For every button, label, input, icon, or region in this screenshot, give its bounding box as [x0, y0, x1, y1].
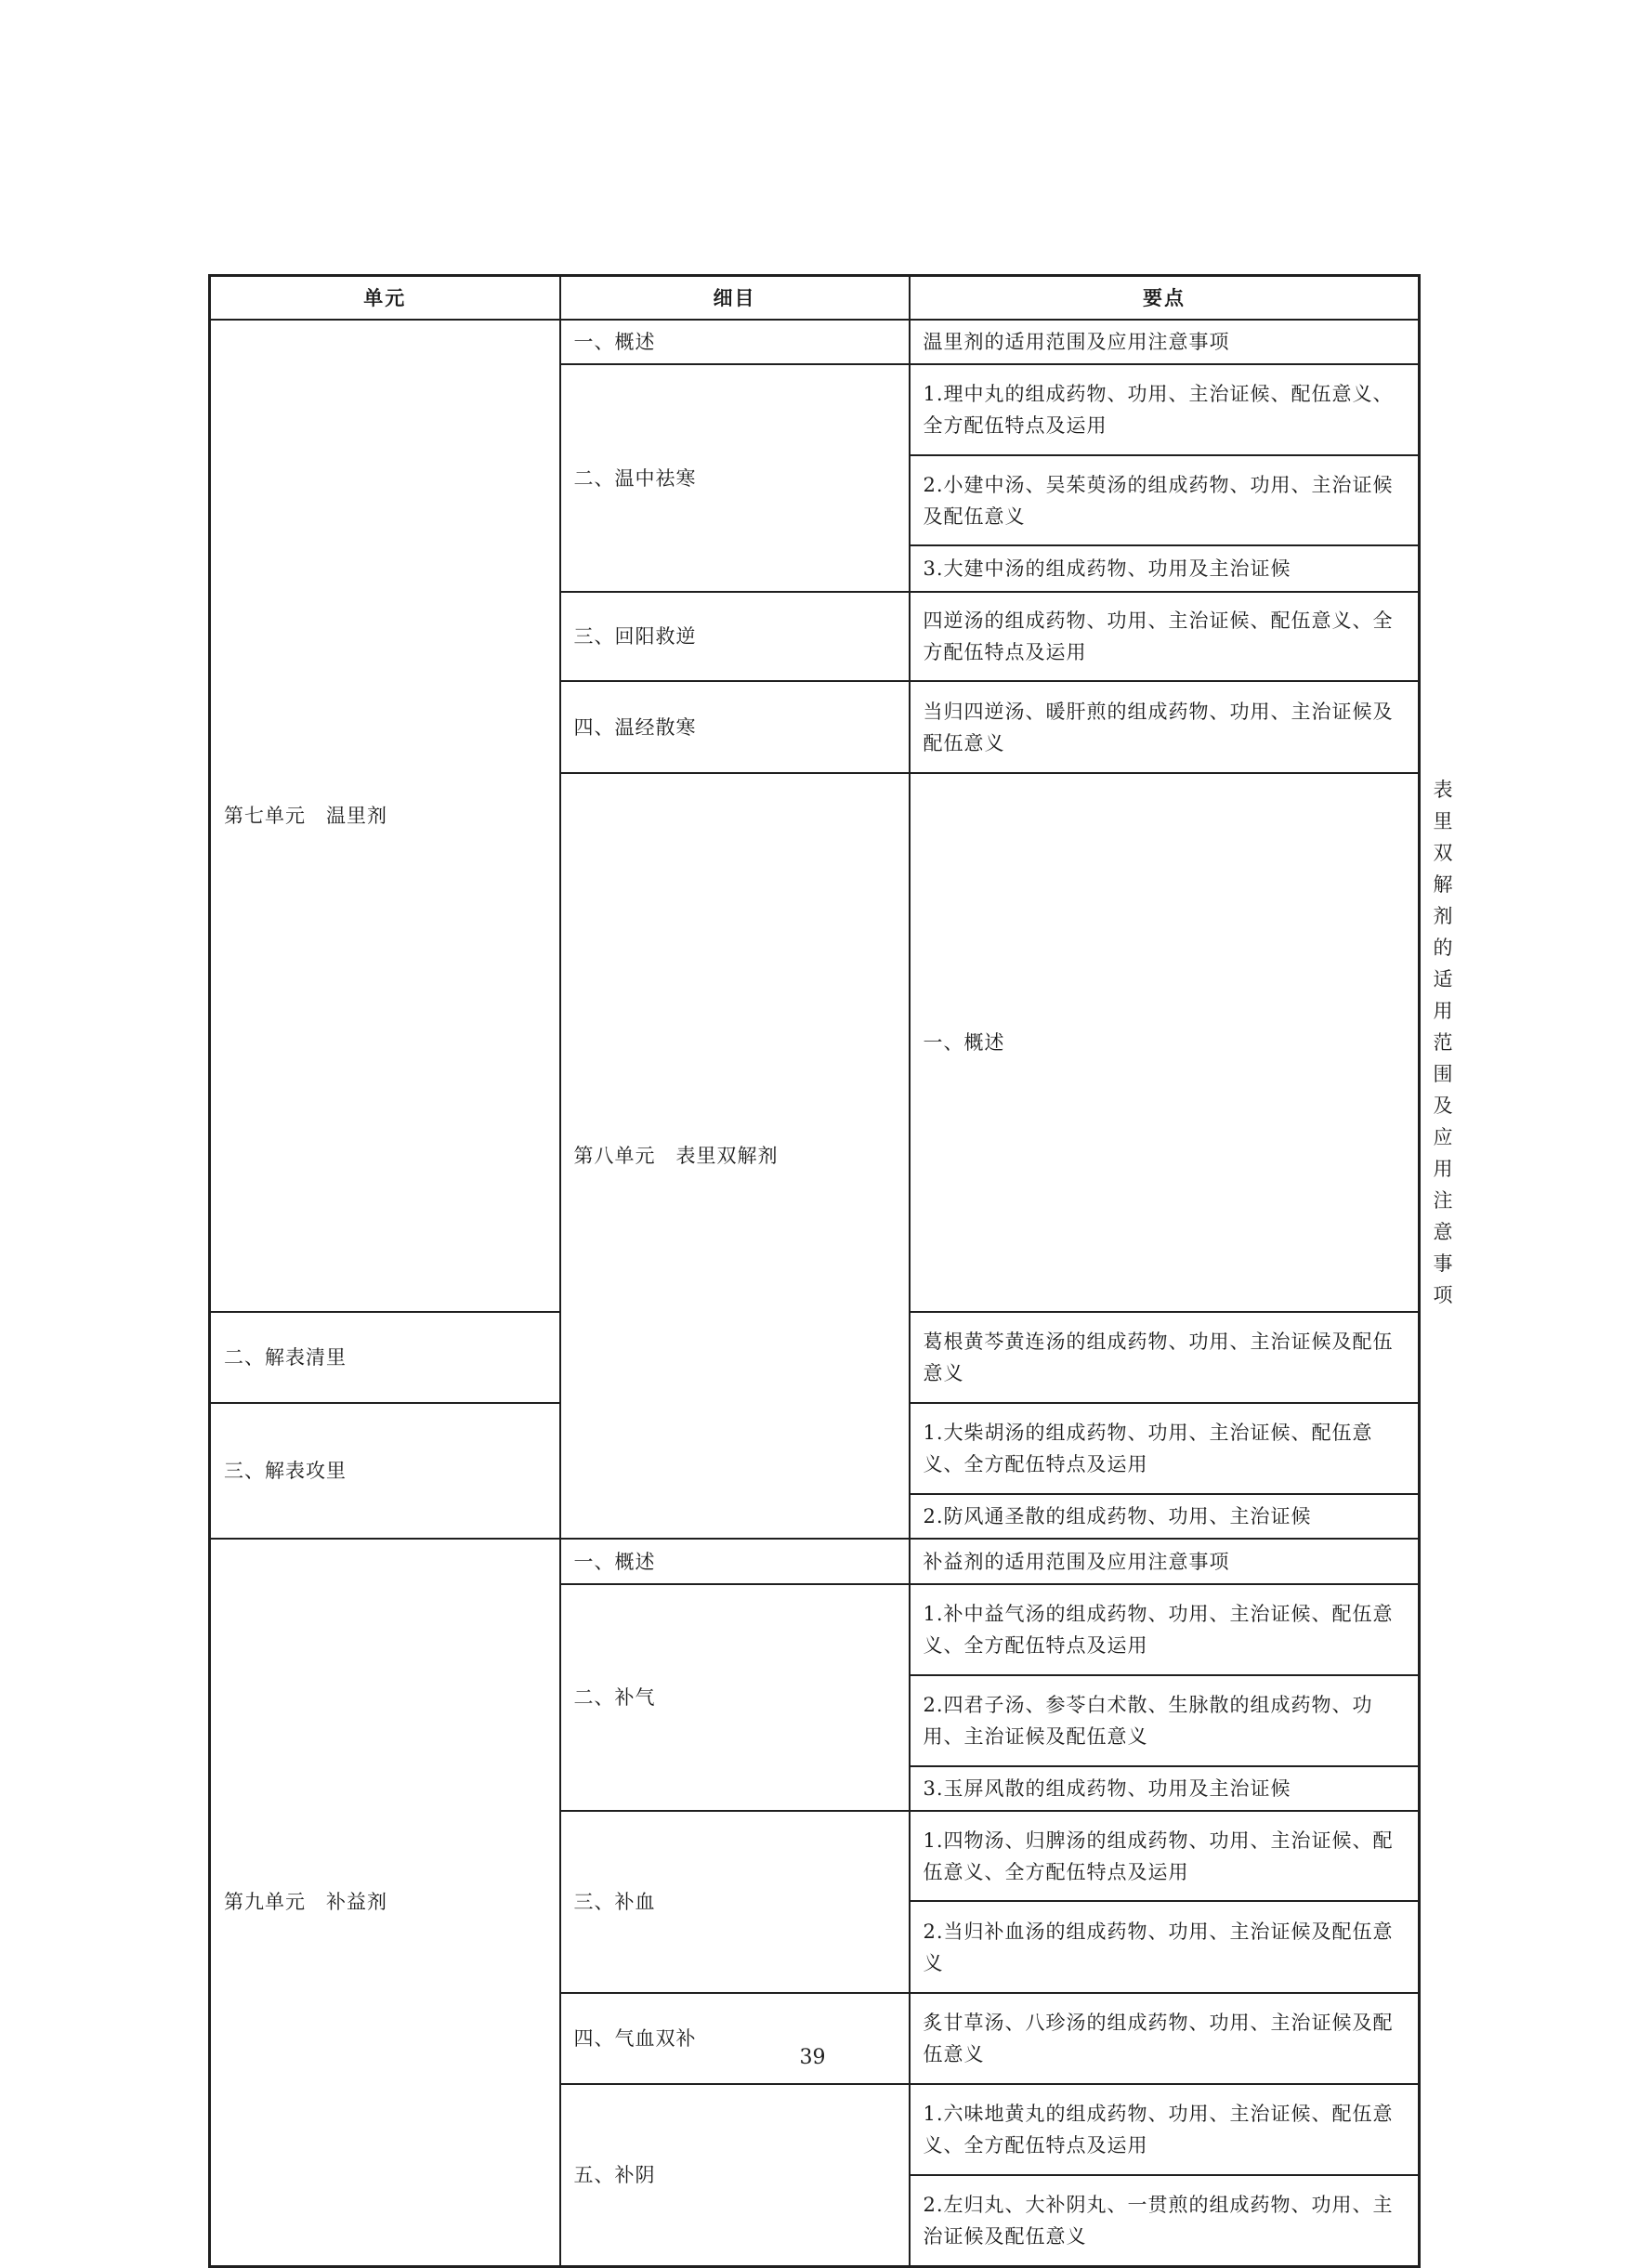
point-cell: 补益剂的适用范围及应用注意事项 — [910, 1539, 1420, 1584]
unit-cell: 第七单元 温里剂 — [210, 320, 560, 1312]
point-cell: 温里剂的适用范围及应用注意事项 — [910, 320, 1420, 364]
item-cell: 一、概述 — [560, 1539, 910, 1584]
point-cell: 当归四逆汤、暖肝煎的组成药物、功用、主治证候及配伍意义 — [910, 681, 1420, 773]
point-cell: 2.小建中汤、吴茱萸汤的组成药物、功用、主治证候及配伍意义 — [910, 455, 1420, 545]
item-cell: 二、解表清里 — [210, 1312, 560, 1403]
item-cell: 一、概述 — [910, 773, 1420, 1312]
item-cell: 四、温经散寒 — [560, 681, 910, 773]
header-item: 细目 — [560, 276, 910, 321]
page-number: 39 — [799, 2046, 826, 2069]
item-cell: 一、概述 — [560, 320, 910, 364]
item-cell: 三、补血 — [560, 1811, 910, 1993]
point-cell: 1.补中益气汤的组成药物、功用、主治证候、配伍意义、全方配伍特点及运用 — [910, 1584, 1420, 1675]
point-cell: 3.玉屏风散的组成药物、功用及主治证候 — [910, 1766, 1420, 1811]
point-cell: 2.当归补血汤的组成药物、功用、主治证候及配伍意义 — [910, 1901, 1420, 1993]
point-cell: 炙甘草汤、八珍汤的组成药物、功用、主治证候及配伍意义 — [910, 1993, 1420, 2084]
point-cell: 2.左归丸、大补阴丸、一贯煎的组成药物、功用、主治证候及配伍意义 — [910, 2175, 1420, 2266]
point-cell: 1.大柴胡汤的组成药物、功用、主治证候、配伍意义、全方配伍特点及运用 — [910, 1403, 1420, 1494]
point-cell: 四逆汤的组成药物、功用、主治证候、配伍意义、全方配伍特点及运用 — [910, 592, 1420, 681]
unit-cell: 第八单元 表里双解剂 — [560, 773, 910, 1539]
table-row — [210, 1539, 1420, 1584]
point-cell: 2.四君子汤、参苓白术散、生脉散的组成药物、功用、主治证候及配伍意义 — [910, 1675, 1420, 1766]
table-row — [210, 320, 1420, 364]
item-cell: 二、温中祛寒 — [560, 364, 910, 592]
unit-cell: 第九单元 补益剂 — [210, 1539, 560, 2266]
point-cell: 1.四物汤、归脾汤的组成药物、功用、主治证候、配伍意义、全方配伍特点及运用 — [910, 1811, 1420, 1901]
header-point: 要点 — [910, 276, 1420, 321]
point-cell: 1.理中丸的组成药物、功用、主治证候、配伍意义、全方配伍特点及运用 — [910, 364, 1420, 455]
point-cell: 葛根黄芩黄连汤的组成药物、功用、主治证候及配伍意义 — [910, 1312, 1420, 1403]
header-unit: 单元 — [210, 276, 560, 321]
point-cell: 3.大建中汤的组成药物、功用及主治证候 — [910, 545, 1420, 592]
table-header-row — [210, 276, 1420, 321]
table-row: 第八单元 表里双解剂 一、概述 表里双解剂的适用范围及应用注意事项 — [210, 773, 1420, 1312]
item-cell: 四、气血双补 — [560, 1993, 910, 2084]
item-cell: 五、补阴 — [560, 2084, 910, 2266]
syllabus-table — [208, 274, 1454, 2268]
item-cell: 二、补气 — [560, 1584, 910, 1811]
point-cell: 1.六味地黄丸的组成药物、功用、主治证候、配伍意义、全方配伍特点及运用 — [910, 2084, 1420, 2175]
point-cell: 2.防风通圣散的组成药物、功用、主治证候 — [910, 1494, 1420, 1539]
item-cell: 三、回阳救逆 — [560, 592, 910, 681]
item-cell: 三、解表攻里 — [210, 1403, 560, 1539]
